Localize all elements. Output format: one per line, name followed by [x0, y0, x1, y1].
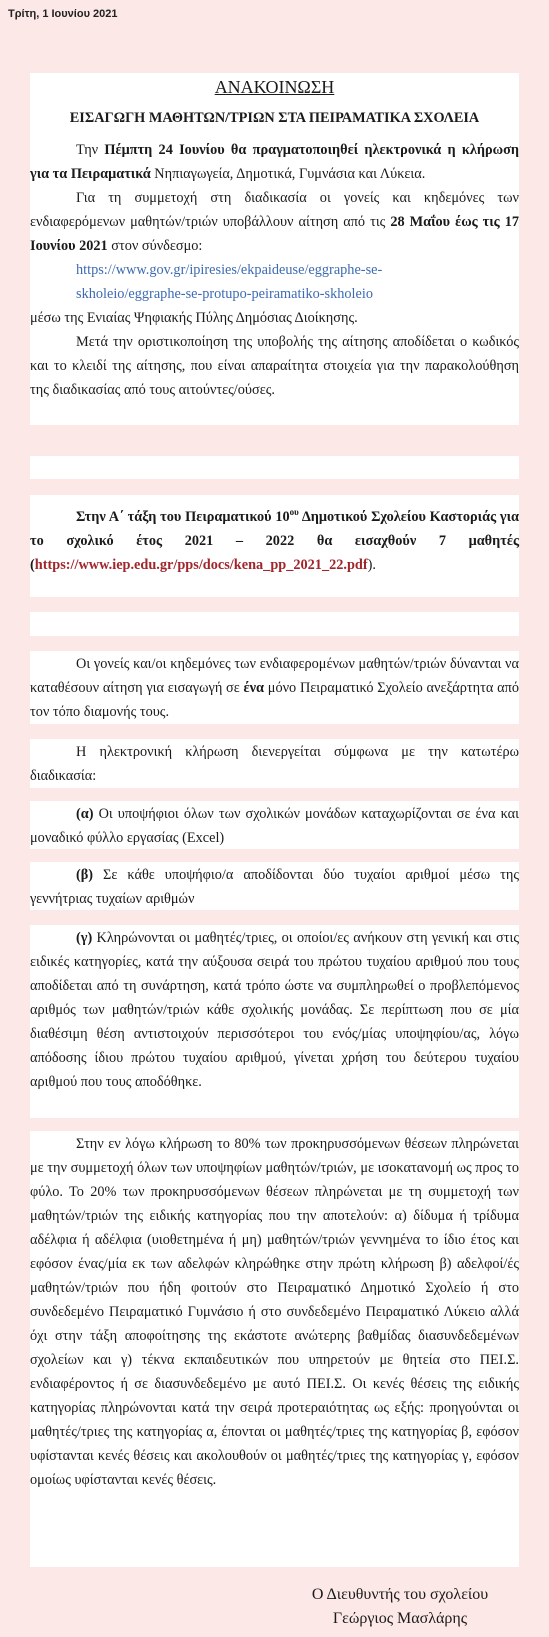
application-period-highlight: 28 Μαΐου έως τις 17 Ιουνίου 2021	[30, 214, 520, 254]
step-a-section	[30, 801, 519, 849]
procedure-intro-section	[30, 739, 519, 788]
code-key-paragraph: Μετά την οριστικοποίηση της υποβολής της αίτησης αποδίδεται ο κωδικός και το κλειδί της αίτησης, που είναι απαραίτητα στοιχεία για την παρακολούθηση της διαδικασίας από τους αιτούντες/ούσες.	[30, 334, 519, 398]
step-c-section	[30, 925, 519, 1118]
procedure-intro: Η ηλεκτρονική κλήρωση διενεργείται σύμφωνα με την κατωτέρω διαδικασία:	[30, 744, 519, 784]
date-label: Τρίτη, 1 Ιουνίου 2021	[8, 8, 118, 20]
signature-block	[280, 1583, 520, 1631]
announcement-section	[30, 73, 519, 425]
lottery-date-highlight: Πέμπτη 24 Ιουνίου θα πραγματοποιηθεί ηλεκτρονικά η κλήρωση για τα Πειραματικά	[30, 142, 520, 182]
step-a: (α) Οι υποψήφιοι όλων των σχολικών μονάδων καταχωρίζονται σε ένα και μοναδικό φύλλο εργασίας (Excel)	[30, 806, 519, 846]
signature-role: Ο Διευθυντής του σχολείου	[311, 1586, 489, 1603]
announcement-heading: ΑΝΑΚΟΙΝΩΣΗ	[214, 77, 335, 97]
iep-pdf-link[interactable]: https://www.iep.edu.gr/pps/docs/kena_pp_2021_22.pdf	[34, 556, 368, 573]
signature-name: Γεώργιος Μασλάρης	[332, 1610, 468, 1627]
step-c: (γ) Κληρώνονται οι μαθητές/τριες, οι οποίοι/ες ανήκουν στη γενική και στις ειδικές κατηγορίες, κατά την αύξουσα σειρά του πρώτου τυχαίου αριθμού που τους αποδίδεται από τη συνάρτηση, κατά τρόπο ώστε να συμπληρωθεί ο προβλεπόμενος αριθμός των μαθητών/τριών κάθε σχολικής μονάδας. Σε περίπτωση που σε μία διαθέσιμη θέση αντιστοιχούν περισσότεροι του ενός/μίας υποψηφίου/ας, λόγω απόδοσης ίδιου πρώτου τυχαίου αριθμού, γίνεται χρήση του δεύτερου τυχαίου αριθμού που τους αποδόθηκε.	[30, 930, 519, 1090]
step-b-section	[30, 862, 519, 910]
parents-paragraph: Οι γονείς και/οι κηδεμόνες των ενδιαφερομένων μαθητών/τριών δύνανται να καταθέσουν αίτηση για εισαγωγή σε ένα μόνο Πειραματικό Σχολείο ανεξάρτητα από τον τόπο διαμονής τους.	[30, 656, 519, 720]
announcement-subheading: ΕΙΣΑΓΩΓΗ ΜΑΘΗΤΩΝ/ΤΡΙΩΝ ΣΤΑ ΠΕΙΡΑΜΑΤΙΚΑ ΣΧΟΛΕΙΑ	[69, 110, 480, 126]
spacer-band-2	[30, 612, 519, 636]
application-link-continued[interactable]	[30, 282, 519, 306]
gov-gr-link-line1[interactable]: https://www.gov.gr/ipiresies/ekpaideuse/eggraphe-se-	[76, 262, 383, 278]
step-b: (β) Σε κάθε υποψήφιο/α αποδίδονται δύο τυχαίοι αριθμοί μέσω της γεννήτριας τυχαίων αριθμών	[30, 867, 519, 907]
gov-gr-link-line2[interactable]: skholeio/eggraphe-se-protupo-peiramatiko-skholeio	[76, 286, 373, 302]
application-period-paragraph: Για τη συμμετοχή στη διαδικασία οι γονείς και κηδεμόνες των ενδιαφερόμενων μαθητών/τριών υποβάλλουν αίτηση από τις 28 Μαΐου έως τις 17 Ιουνίου 2021 στον σύνδεσμο:	[30, 190, 520, 254]
lottery-date-paragraph: Την Πέμπτη 24 Ιουνίου θα πραγματοποιηθεί ηλεκτρονικά η κλήρωση για τα Πειραματικά Νηπιαγωγεία, Δημοτικά, Γυμνάσια και Λύκεια.	[30, 142, 520, 182]
parents-section	[30, 651, 519, 724]
quota-paragraph: Στην εν λόγω κλήρωση το 80% των προκηρυσσόμενων θέσεων πληρώνεται με την συμμετοχή όλων των υποψηφίων μαθητών/τριών, με ισοκατανομή ως προς το φύλο. Το 20% των προκηρυσσόμενων θέσεων πληρώνεται με τη συμμετοχή των μαθητών/τριών της ειδικής κατηγορίας που την αποτελούν: α) δίδυμα ή τρίδυμα αδέλφια ή αδέλφια (υιοθετημένα ή μη) μαθητών/τριών γεννημένα το ίδιο έτος και εφόσον ένας/μία εκ των αδελφών κληρώθηκε στην πρώτη κλήρωση β) αδελφοί/ές μαθητών/τριών που ήδη φοιτούν στο Πειραματικό Δημοτικό Σχολείο ή στο συνδεδεμένο Πειραματικό Γυμνάσιο ή στο συνδεδεμένο Πειραματικό Λύκειο αλλά όχι στην τάξη αποφοίτησης της εκάστοτε ανώτερης βαθμίδας διασυνδεδεμένων σχολείων και γ) τέκνα εκπαιδευτικών που υπηρετούν με θητεία στο ΠΕΙ.Σ. ενδιαφέροντος ή σε διασυνδεδεμένο με αυτό ΠΕΙ.Σ. Οι κενές θέσεις της ειδικής κατηγορίας πληρώνονται κατά την σειρά προτεραιότητας ως εξής: προηγούνται οι μαθητές/τριες της κατηγορίας α, έπονται οι μαθητές/τριες της κατηγορίας β, εφόσον υφίστανται κενές θέσεις και ακολουθούν οι μαθητές/τριες της κατηγορίας γ, εφόσον ομοίως υφίστανται κενές θέσεις.	[30, 1136, 519, 1488]
seats-paragraph: Στην Α΄ τάξη του Πειραματικού $10^{o\upsilon}$ Δημοτικού Σχολείου Καστοριάς για το σχολικό έτος 2021 – 2022 θα εισαχθούν 7 μαθητές (https://www.iep.edu.gr/pps/docs/kena_pp_2021_22.pdf).	[30, 507, 519, 573]
portal-text: μέσω της Ενιαίας Ψηφιακής Πύλης Δημόσιας Διοίκησης.	[30, 310, 358, 326]
quota-section	[30, 1131, 519, 1567]
application-link[interactable]	[30, 258, 519, 282]
spacer-band	[30, 456, 519, 479]
one-school-highlight: ένα	[243, 680, 265, 696]
seats-section	[30, 495, 519, 597]
